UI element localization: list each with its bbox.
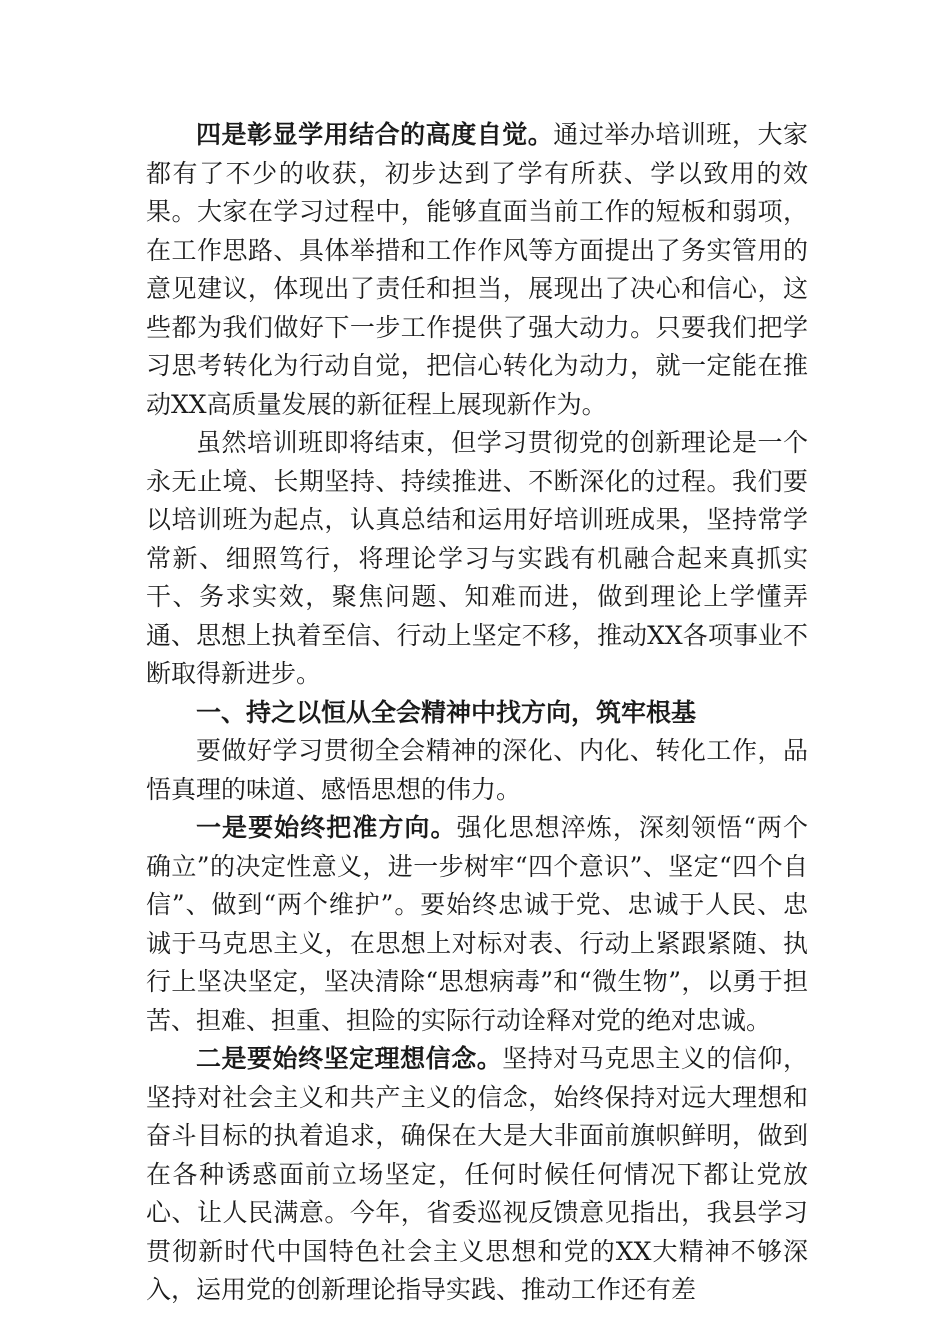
paragraph-2-body: 虽然培训班即将结束，但学习贯彻党的创新理论是一个永无止境、长期坚持、持续推进、不断深化的过程。我们要以培训班为起点，认真总结和运用好培训班成果，坚持常学常新、细照笃行，将理论学习与实践有机融合起来真抓实干、务求实效，聚焦问题、知难而进，做到理论上学懂弄通、思想上执着至信、行动上坚定不移，推动XX各项事业不断取得新进步。	[146, 428, 808, 688]
paragraph-3-body: 要做好学习贯彻全会精神的深化、内化、转化工作，品悟真理的味道、感悟思想的伟力。	[146, 736, 808, 804]
paragraph-4-body: 强化思想淬炼，深刻领悟“两个确立”的决定性意义，进一步树牢“四个意识”、坚定“四个自信”、做到“两个维护”。要始终忠诚于党、忠诚于人民、忠诚于马克思主义，在思想上对标对表、行动上紧跟紧随、执行上坚决坚定，坚决清除“思想病毒”和“微生物”，以勇于担苦、担难、担重、担险的实际行动诠释对党的绝对忠诚。	[146, 813, 808, 1035]
document-page	[146, 116, 808, 1310]
paragraph-1-lead: 四是彰显学用结合的高度自觉。	[196, 120, 554, 149]
section-heading-1: 一、持之以恒从全会精神中找方向，筑牢根基	[196, 697, 697, 727]
paragraph-5	[146, 1040, 808, 1310]
paragraph-4	[146, 809, 808, 1040]
paragraph-4-lead: 一是要始终把准方向。	[196, 813, 457, 842]
paragraph-5-body: 坚持对马克思主义的信仰，坚持对社会主义和共产主义的信念，始终保持对远大理想和奋斗目标的执着追求，确保在大是大非面前旗帜鲜明，做到在各种诱惑面前立场坚定，任何时候任何情况下都让党放心、让人民满意。今年，省委巡视反馈意见指出，我县学习贯彻新时代中国特色社会主义思想和党的XX大精神不够深入，运用党的创新理论指导实践、推动工作还有差	[146, 1044, 808, 1304]
paragraph-1	[146, 116, 808, 424]
paragraph-1-body: 通过举办培训班，大家都有了不少的收获，初步达到了学有所获、学以致用的效果。大家在学习过程中，能够直面当前工作的短板和弱项，在工作思路、具体举措和工作作风等方面提出了务实管用的意见建议，体现出了责任和担当，展现出了决心和信心，这些都为我们做好下一步工作提供了强大动力。只要我们把学习思考转化为行动自觉，把信心转化为动力，就一定能在推动XX高质量发展的新征程上展现新作为。	[146, 120, 808, 419]
paragraph-3	[146, 732, 808, 809]
paragraph-5-lead: 二是要始终坚定理想信念。	[196, 1044, 503, 1073]
paragraph-2	[146, 424, 808, 694]
